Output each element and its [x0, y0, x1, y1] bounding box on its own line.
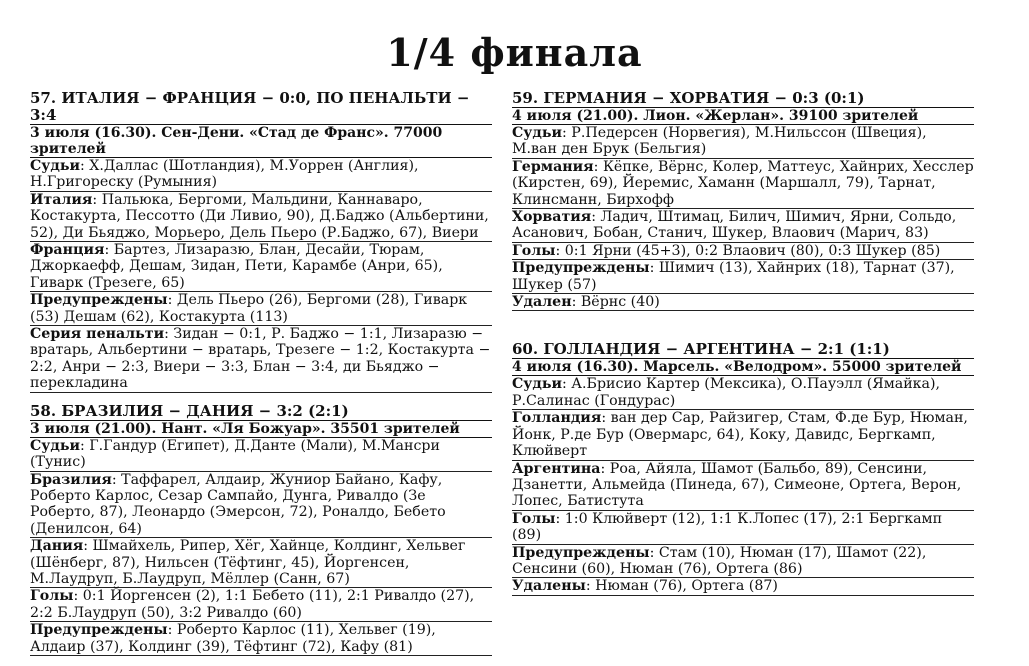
- goals-row: [512, 243, 974, 260]
- lineup-row: [30, 472, 492, 539]
- row-label: Дания: [30, 538, 84, 555]
- match-subheader: 4 июля (16.30). Марсель. «Велодром». 55000 зрителей: [512, 359, 974, 376]
- row-text: : Шимич (13), Хайнрих (18), Тарнат (37), Шукер (57): [512, 260, 955, 293]
- row-label: Голы: [512, 242, 556, 259]
- match-57: [30, 90, 492, 393]
- lineup-row: [30, 538, 492, 588]
- row-label: Голы: [512, 510, 556, 527]
- row-text: : Зидан − 0:1, Р. Баджо − 1:1, Лизаразю − вратарь, Альбертини − вратарь, Трезеге − 1:2, Костакурта − 2:2, Анри − 2:3, Виери − 3:3, Блан − 3:4, ди Бьяджо − перекладина: [30, 326, 491, 392]
- bookings-row: [30, 292, 492, 326]
- match-subheader: 3 июля (21.00). Нант. «Ля Божуар». 35501 зрителей: [30, 421, 492, 438]
- row-text: : А.Брисио Картер (Мексика), О.Пауэлл (Ямайка), Р.Салинас (Гондурас): [512, 376, 941, 409]
- row-label: Бразилия: [30, 471, 112, 488]
- row-text: : Нюман (76), Ортега (87): [585, 578, 778, 595]
- row-label: Судьи: [512, 125, 562, 141]
- row-label: Аргентина: [512, 460, 601, 477]
- row-text: : 1:0 Клюйверт (12), 1:1 К.Лопес (17), 2:1 Бергкамп (89): [512, 510, 943, 544]
- row-label: Серия пенальти: [30, 326, 165, 343]
- match-subheader: 3 июля (16.30). Сен-Дени. «Стад де Франс». 77000 зрителей: [30, 125, 492, 158]
- penalties-row: [30, 326, 492, 393]
- row-label: Голы: [30, 588, 74, 605]
- row-label: Удален: [512, 294, 572, 311]
- row-text: : Роберто Карлос (11), Хельвег (19), Алдаир (37), Колдинг (39), Тёфтинг (72), Кафу (81): [30, 622, 436, 655]
- row-label: Германия: [512, 158, 594, 175]
- row-label: Предупреждены: [30, 622, 168, 639]
- referees-row: [30, 158, 492, 192]
- match-59: [512, 90, 974, 311]
- row-label: Италия: [30, 191, 93, 208]
- goals-row: [30, 588, 492, 622]
- lineup-row: [30, 242, 492, 292]
- row-text: : Шмайхель, Рипер, Хёг, Хайнце, Колдинг, Хельвег (Шёнберг, 87), Нильсен (Тёфтинг, 45), Йоргенсен, М.Лаудруп, Б.Лаудруп, Мёллер (Санн, 67): [30, 538, 466, 587]
- referees-row: [512, 376, 974, 410]
- lineup-row: [512, 159, 974, 209]
- match-header: 59. ГЕРМАНИЯ − ХОРВАТИЯ − 0:3 (0:1): [512, 90, 974, 108]
- referees-row: [30, 438, 492, 472]
- match-60: [512, 341, 974, 595]
- match-header: 58. БРАЗИЛИЯ − ДАНИЯ − 3:2 (2:1): [30, 403, 492, 421]
- row-text: : Ладич, Штимац, Билич, Шимич, Ярни, Сольдо, Асанович, Бобан, Станич, Шукер, Влаович (Марич, 83): [512, 209, 957, 242]
- lineup-row: [30, 192, 492, 242]
- lineup-row: [512, 461, 974, 511]
- row-label: Судьи: [512, 376, 562, 393]
- row-label: Предупреждены: [512, 544, 650, 561]
- goals-row: [512, 511, 974, 545]
- row-text: : Дель Пьеро (26), Бергоми (28), Гиварк (53) Дешам (62), Костакурта (113): [30, 292, 468, 325]
- row-text: : Стам (10), Нюман (17), Шамот (22), Сенсини (60), Нюман (76), Ортега (86): [512, 544, 927, 577]
- row-text: : Таффарел, Алдаир, Жуниор Байано, Кафу, Роберто Карлос, Сезар Сампайо, Дунга, Ривалдо (Зе Роберто, 87), Леонардо (Эмерсон, 72), Роналдо, Бебето (Денилсон, 64): [30, 471, 446, 537]
- bookings-row: [30, 622, 492, 656]
- lineup-row: [512, 209, 974, 243]
- match-header: 57. ИТАЛИЯ − ФРАНЦИЯ − 0:0, ПО ПЕНАЛЬТИ − 3:4: [30, 90, 492, 125]
- row-text: : Р.Педерсен (Норвегия), М.Нильссон (Швеция), М.ван ден Брук (Бельгия): [512, 125, 927, 158]
- sent-off-row: [512, 294, 974, 311]
- row-text: : Роа, Айяла, Шамот (Бальбо, 89), Сенсини, Дзанетти, Альмейда (Пинеда, 67), Симеоне, Ортега, Верон, Лопес, Батистута: [512, 460, 962, 510]
- row-label: Удалены: [512, 578, 586, 595]
- page-title: 1/4 финала: [386, 30, 643, 75]
- row-label: Судьи: [30, 437, 80, 454]
- row-label: Франция: [30, 242, 105, 259]
- row-text: : Бартез, Лизаразю, Блан, Десайи, Тюрам, Джоркаефф, Дешам, Зидан, Пети, Карамбе (Анри, 65), Гиварк (Трезеге, 65): [30, 242, 443, 291]
- row-text: : Г.Гандур (Египет), Д.Данте (Мали), М.Мансри (Тунис): [30, 437, 440, 471]
- row-text: : Вёрнс (40): [571, 294, 660, 311]
- left-column: [30, 90, 492, 666]
- row-text: : ван дер Сар, Райзигер, Стам, Ф.де Бур, Нюман, Йонк, Р.де Бур (Овермарс, 64), Коку, Давидс, Бергкамп, Клюйверт: [512, 410, 968, 460]
- spacer: [512, 321, 974, 341]
- referees-row: [512, 125, 974, 159]
- match-58: [30, 403, 492, 656]
- right-column: [512, 90, 974, 606]
- match-header: 60. ГОЛЛАНДИЯ − АРГЕНТИНА − 2:1 (1:1): [512, 341, 974, 359]
- row-text: : 0:1 Йоргенсен (2), 1:1 Бебето (11), 2:1 Ривалдо (27), 2:2 Б.Лаудруп (50), 3:2 Ривалдо (60): [30, 588, 475, 621]
- row-text: : Х.Даллас (Шотландия), М.Уоррен (Англия), Н.Григореску (Румыния): [30, 158, 419, 191]
- lineup-row: [512, 410, 974, 460]
- row-label: Хорватия: [512, 209, 592, 226]
- row-text: : 0:1 Ярни (45+3), 0:2 Влаович (80), 0:3 Шукер (85): [555, 242, 941, 259]
- row-label: Предупреждены: [512, 260, 650, 277]
- match-subheader: 4 июля (21.00). Лион. «Жерлан». 39100 зрителей: [512, 108, 974, 125]
- row-label: Судьи: [30, 158, 80, 174]
- bookings-row: [512, 545, 974, 579]
- row-label: Предупреждены: [30, 292, 168, 309]
- sent-off-row: [512, 578, 974, 595]
- row-text: : Пальюка, Бергоми, Мальдини, Каннаваро, Костакурта, Пессотто (Ди Ливио, 90), Д.Баджо (Альбертини, 52), Ди Бьяджо, Морьеро, Дель Пьеро (Р.Баджо, 67), Виери: [30, 191, 489, 241]
- row-text: : Кёпке, Вёрнс, Колер, Маттеус, Хайнрих, Хесслер (Кирстен, 69), Йеремис, Хаманн (Маршалл, 79), Тарнат, Клинсманн, Бирхофф: [512, 158, 974, 208]
- row-label: Голландия: [512, 410, 602, 427]
- bookings-row: [512, 260, 974, 294]
